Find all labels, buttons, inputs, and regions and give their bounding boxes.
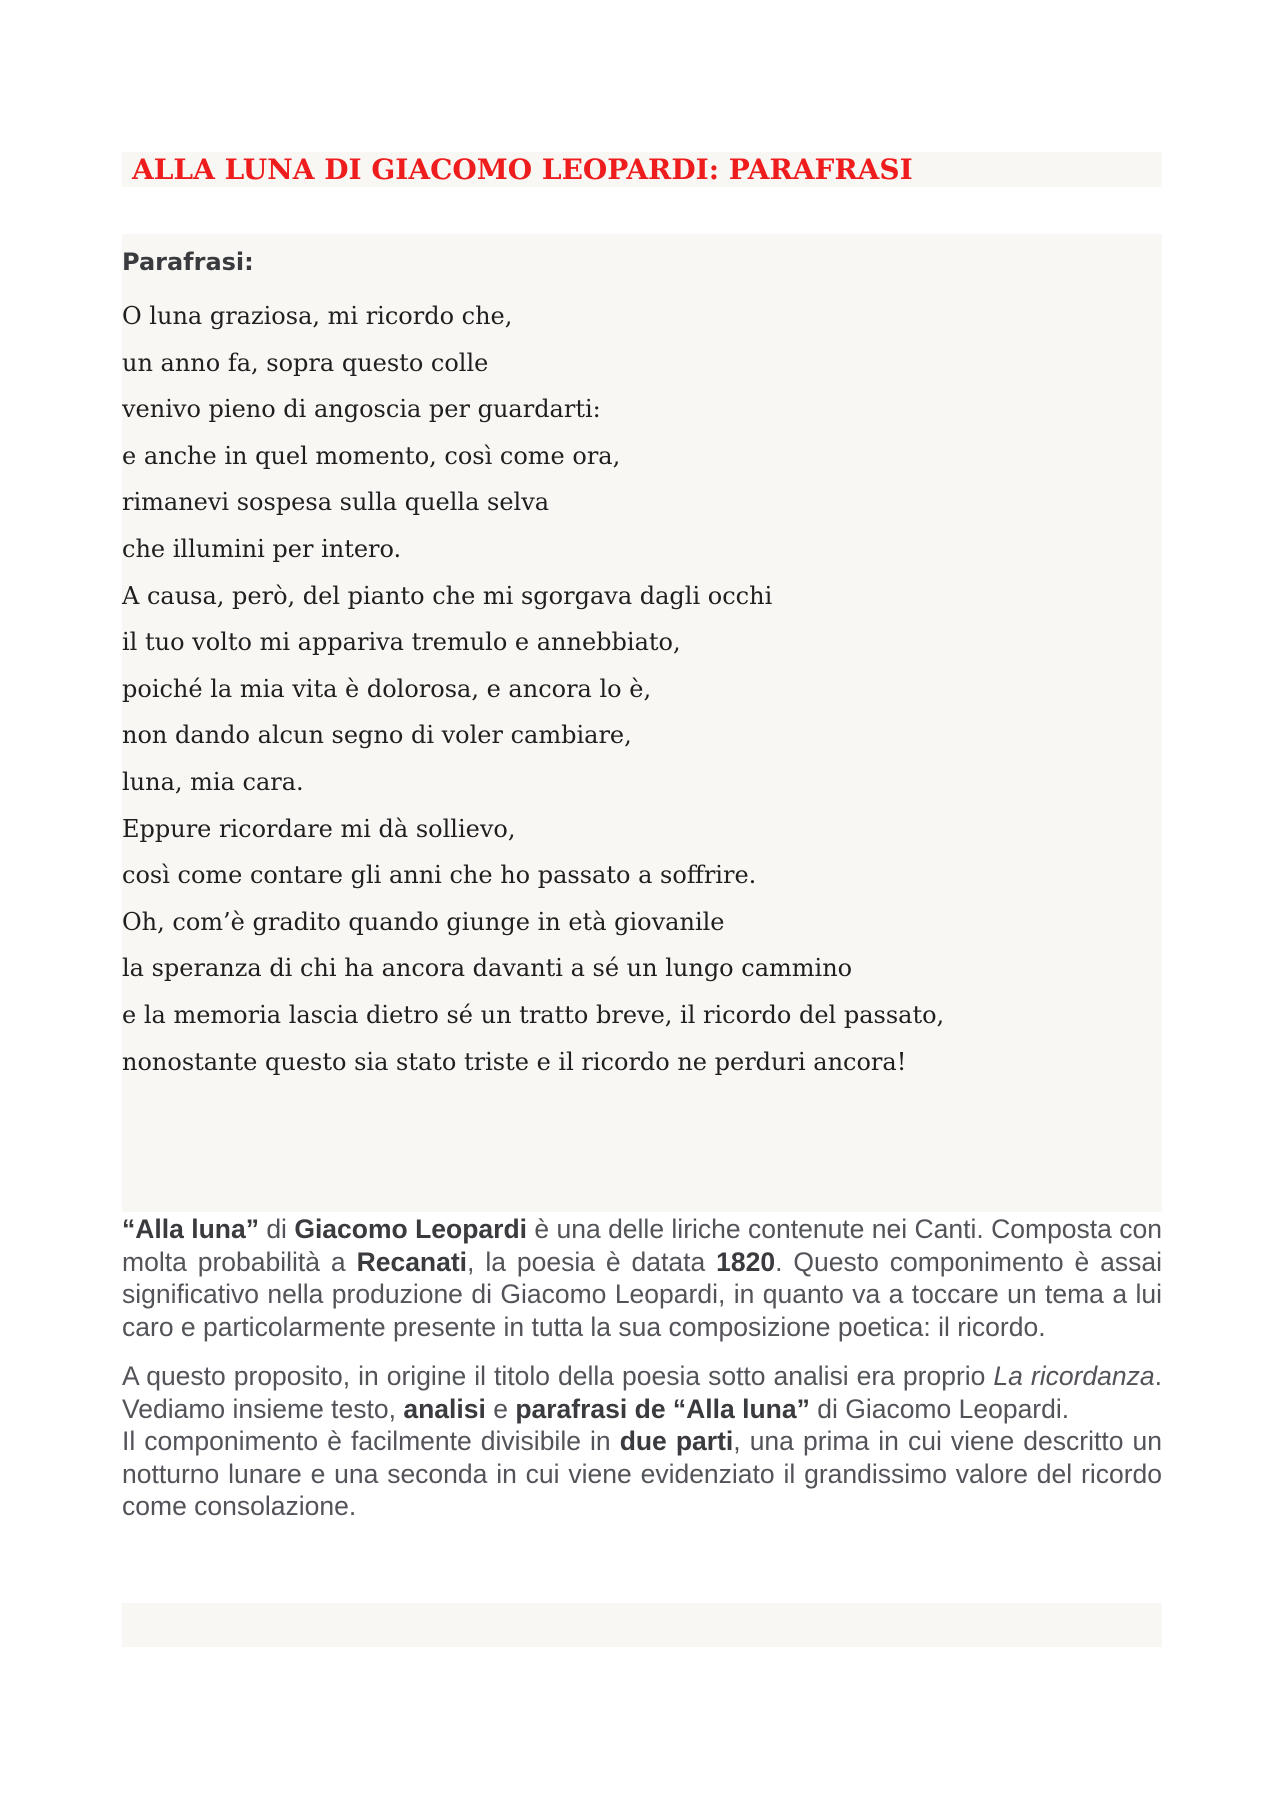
parafrasi-line: nonostante questo sia stato triste e il ricordo ne perduri ancora! (122, 1047, 907, 1076)
parafrasi-line: poiché la mia vita è dolorosa, e ancora lo è, (122, 674, 652, 703)
place-bold: Recanati (356, 1246, 468, 1277)
year-bold: 1820 (716, 1246, 776, 1277)
parafrasi-line: così come contare gli anni che ho passato a soffrire. (122, 861, 757, 890)
text-run: , la poesia è datata (467, 1246, 717, 1277)
parafrasi-line: la speranza di chi ha ancora davanti a sé un lungo cammino (122, 954, 853, 983)
text-run: di (258, 1214, 295, 1244)
parafrasi-lines (122, 293, 944, 1085)
author-bold: Giacomo Leopardi (294, 1214, 527, 1244)
parafrasi-line: un anno fa, sopra questo colle (122, 348, 489, 377)
parafrasi-line: e anche in quel momento, così come ora, (122, 441, 621, 470)
parafrasi-heading: Parafrasi: (122, 248, 254, 276)
bottom-shaded-block (122, 1603, 1162, 1647)
text-run: e (485, 1393, 516, 1424)
intro-paragraph (122, 1213, 1162, 1343)
parafrasi-line: Eppure ricordare mi dà sollievo, (122, 814, 516, 843)
parafrasi-line: non dando alcun segno di voler cambiare, (122, 721, 632, 750)
text-run: . Questo componimento è assai significativo nella produzione di Giacomo Leopardi, in quanto va a toccare un tema a lui caro e particolarmente presente in tutta la sua composizione poetica: il ricordo. (122, 1246, 1162, 1342)
parafrasi-line: Oh, com’è gradito quando giunge in età giovanile (122, 907, 725, 936)
text-run: è una delle liriche contenute nei Canti. Composta con molta probabilità a (122, 1214, 1162, 1277)
parafrasi-line: O luna graziosa, mi ricordo che, (122, 302, 513, 330)
poem-title-bold: “Alla luna” (122, 1214, 259, 1244)
parafrasi-line: rimanevi sospesa sulla quella selva (122, 488, 550, 517)
parafrasi-line: luna, mia cara. (122, 767, 304, 796)
text-run: A questo proposito, in origine il titolo della poesia sotto analisi era proprio (122, 1361, 994, 1391)
structure-paragraph (122, 1425, 1162, 1523)
page-title: ALLA LUNA DI GIACOMO LEOPARDI: PARAFRASI (132, 153, 913, 186)
title-banner (122, 152, 1162, 187)
text-run: , una prima in cui viene descritto un notturno lunare e una seconda in cui viene evidenziato il grandissimo valore del ricordo come consolazione. (122, 1426, 1162, 1521)
parafrasi-line: A causa, però, del pianto che mi sgorgava dagli occhi (122, 581, 773, 610)
parafrasi-line: che illumini per intero. (122, 534, 402, 563)
parts-bold: due parti (619, 1426, 734, 1456)
parafrasi-line: e la memoria lascia dietro sé un tratto breve, il ricordo del passato, (122, 1000, 945, 1029)
analisi-bold: analisi (403, 1393, 486, 1424)
original-title-italic: La ricordanza (993, 1361, 1155, 1391)
article-body (122, 1213, 1162, 1523)
context-paragraph (122, 1360, 1162, 1425)
parafrasi-bold: parafrasi de “Alla luna” (515, 1393, 810, 1424)
text-run: di Giacomo Leopardi. (809, 1393, 1070, 1424)
parafrasi-line: il tuo volto mi appariva tremulo e annebbiato, (122, 628, 681, 657)
parafrasi-section (122, 234, 1162, 1212)
text-run: . Vediamo insieme testo, (122, 1361, 1162, 1424)
parafrasi-line: venivo pieno di angoscia per guardarti: (122, 395, 601, 424)
text-run: Il componimento è facilmente divisibile in (122, 1426, 620, 1456)
